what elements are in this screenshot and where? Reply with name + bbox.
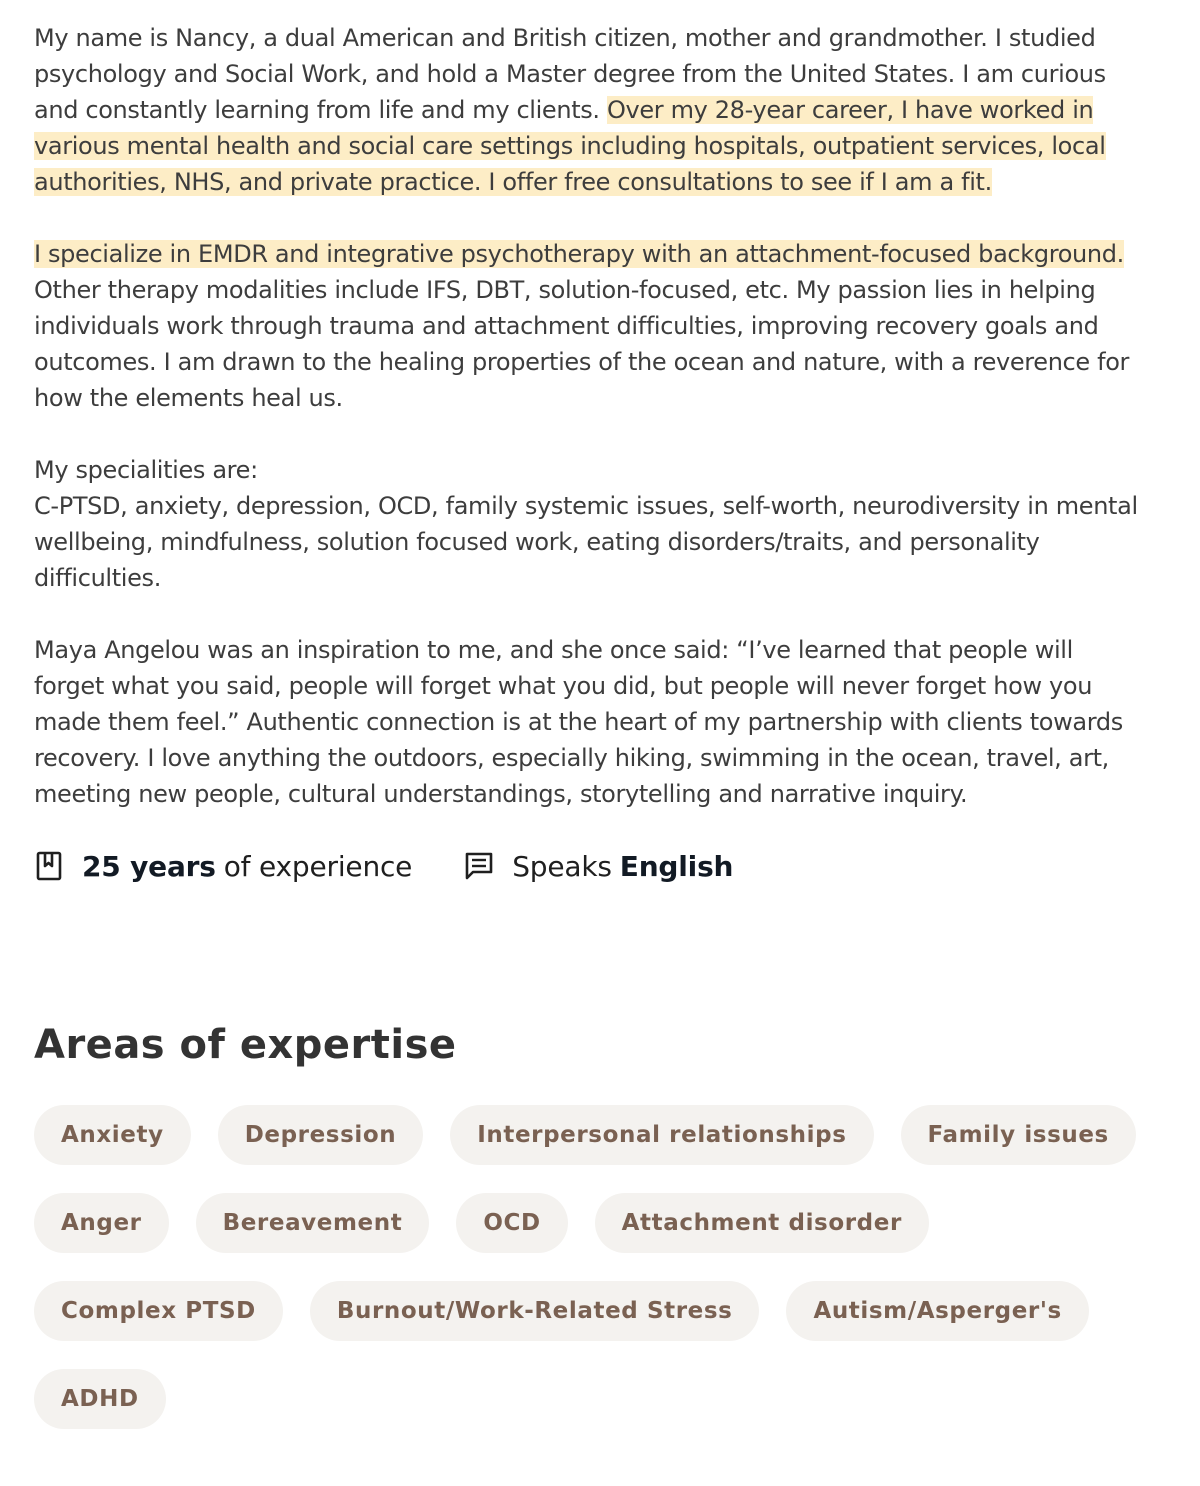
bio-intro-text: My name is Nancy, a dual American and British citizen, mother and grandmother. I studied psychology and Social Work, and hold a Master degree from the United States. I am curious and constantly learning from life and my clients. <box>34 24 1106 124</box>
expertise-tag[interactable]: Depression <box>218 1105 424 1165</box>
language-value: English <box>619 849 734 883</box>
bio-paragraph-inspiration: Maya Angelou was an inspiration to me, and she once said: “I’ve learned that people will forget what you said, people will forget what you did, but people will never forget how you made them feel.” Authentic connection is at the heart of my partnership with clients towards recovery. I love anything the outdoors, especially hiking, swimming in the ocean, travel, art, meeting new people, cultural understandings, storytelling and narrative inquiry. <box>34 636 1123 808</box>
bio-highlight-career: Over my 28-year career, I have worked in various mental health and social care settings including hospitals, outpatient services, local authorities, NHS, and private practice. I offer free consultations to see if I am a fit. <box>34 96 1106 196</box>
message-icon <box>464 850 494 882</box>
expertise-tag-list <box>34 1105 1174 1429</box>
specialities-heading: My specialities are: <box>34 456 258 484</box>
bio-paragraph-intro <box>34 20 1144 200</box>
expertise-tag[interactable]: Attachment disorder <box>595 1193 929 1253</box>
bio-approach-text: Other therapy modalities include IFS, DBT, solution-focused, etc. My passion lies in helping individuals work through trauma and attachment difficulties, improving recovery goals and outcomes. I am drawn to the healing properties of the ocean and nature, with a reverence for how the elements heal us. <box>34 276 1130 412</box>
bio-paragraph-approach <box>34 236 1144 416</box>
specialities-list: C-PTSD, anxiety, depression, OCD, family systemic issues, self-worth, neurodiversity in mental wellbeing, mindfulness, solution focused work, eating disorders/traits, and personality difficulties. <box>34 492 1138 592</box>
expertise-tag[interactable]: Family issues <box>901 1105 1136 1165</box>
expertise-tag[interactable]: OCD <box>456 1193 567 1253</box>
therapist-bio <box>34 20 1144 848</box>
profile-facts <box>34 846 733 886</box>
bookmark-icon <box>34 850 64 882</box>
expertise-tag[interactable]: Bereavement <box>196 1193 430 1253</box>
experience-years: 25 years <box>82 849 216 883</box>
language-prefix: Speaks <box>512 849 612 883</box>
expertise-tag[interactable]: ADHD <box>34 1369 166 1429</box>
expertise-tag[interactable]: Anger <box>34 1193 169 1253</box>
experience-suffix: of experience <box>223 849 413 883</box>
experience-fact <box>34 850 412 883</box>
language-fact <box>464 850 733 883</box>
expertise-heading: Areas of expertise <box>34 1022 457 1068</box>
expertise-tag[interactable]: Burnout/Work-Related Stress <box>310 1281 760 1341</box>
bio-paragraph-specialities <box>34 452 1144 596</box>
expertise-tag[interactable]: Anxiety <box>34 1105 191 1165</box>
expertise-tag[interactable]: Interpersonal relationships <box>450 1105 873 1165</box>
bio-highlight-specialization: I specialize in EMDR and integrative psychotherapy with an attachment-focused background. <box>34 240 1124 268</box>
expertise-tag[interactable]: Autism/Asperger's <box>786 1281 1088 1341</box>
expertise-tag[interactable]: Complex PTSD <box>34 1281 283 1341</box>
